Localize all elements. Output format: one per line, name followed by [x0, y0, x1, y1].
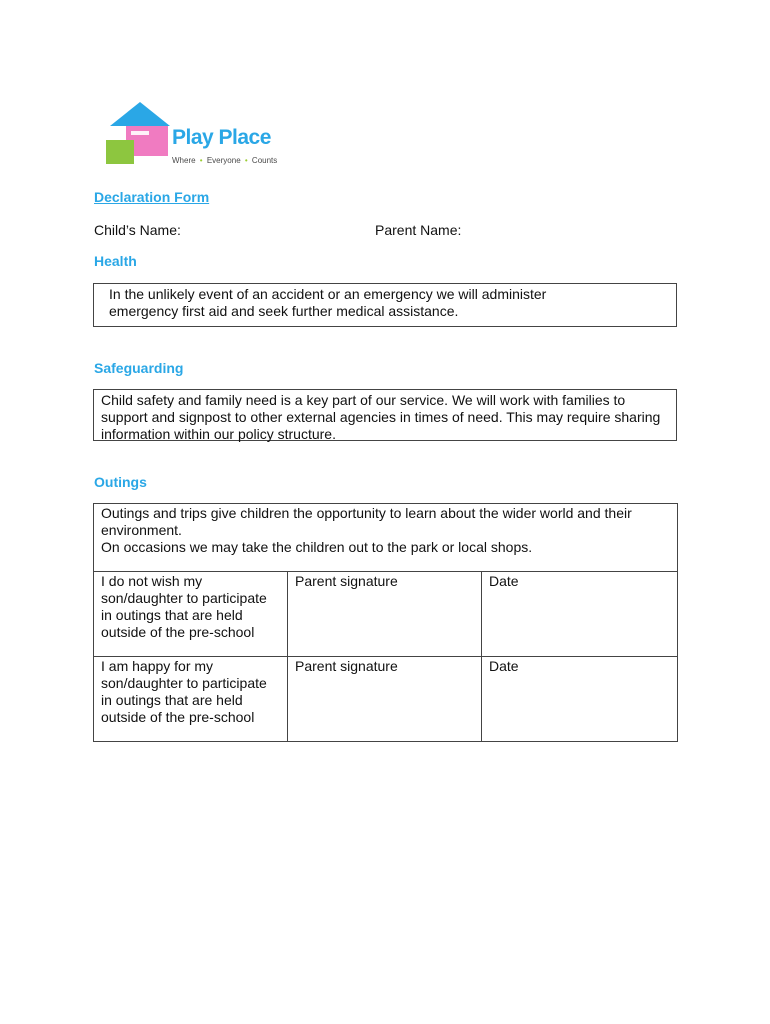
safeguarding-text: Child safety and family need is a key part of our service. We will work with families to support and signpost to other external agencies in times of need. This may require sharing information within our policy structure.: [101, 392, 661, 442]
health-text: In the unlikely event of an accident or an emergency we will administer emergency first aid and seek further medical assistance.: [109, 286, 547, 319]
outings-table: [93, 503, 678, 742]
opt-out-statement: I do not wish my son/daughter to participate in outings that are held outside of the pre-school: [94, 572, 288, 657]
parent-signature-field[interactable]: Parent signature: [288, 572, 482, 657]
tagline-word: Counts: [251, 156, 278, 165]
parent-signature-field[interactable]: Parent signature: [288, 657, 482, 742]
house-logo-icon: [104, 100, 170, 168]
health-box: [93, 283, 677, 327]
parent-name-label: Parent Name:: [375, 222, 462, 238]
date-field[interactable]: Date: [482, 572, 678, 657]
tagline-separator: •: [199, 156, 203, 165]
outings-heading: Outings: [94, 474, 147, 490]
opt-in-statement: I am happy for my son/daughter to participate in outings that are held outside of the pre-school: [94, 657, 288, 742]
table-row: [94, 657, 678, 742]
tagline-word: Where: [172, 156, 196, 165]
child-name-label: Child’s Name:: [94, 222, 181, 238]
health-heading: Health: [94, 253, 137, 269]
safeguarding-heading: Safeguarding: [94, 360, 184, 376]
tagline-separator: •: [244, 156, 248, 165]
tagline-word: Everyone: [206, 156, 241, 165]
outings-intro-line2: On occasions we may take the children out to the park or local shops.: [101, 539, 533, 555]
logo-tagline: [172, 156, 277, 165]
outings-intro-line1: Outings and trips give children the opportunity to learn about the wider world and their environment.: [101, 505, 632, 538]
logo-name: Play Place: [172, 126, 271, 149]
outings-intro-cell: [94, 504, 678, 572]
form-title: Declaration Form: [94, 189, 210, 205]
date-field[interactable]: Date: [482, 657, 678, 742]
play-place-logo: [104, 100, 304, 170]
table-row: [94, 572, 678, 657]
safeguarding-box: [93, 389, 677, 441]
